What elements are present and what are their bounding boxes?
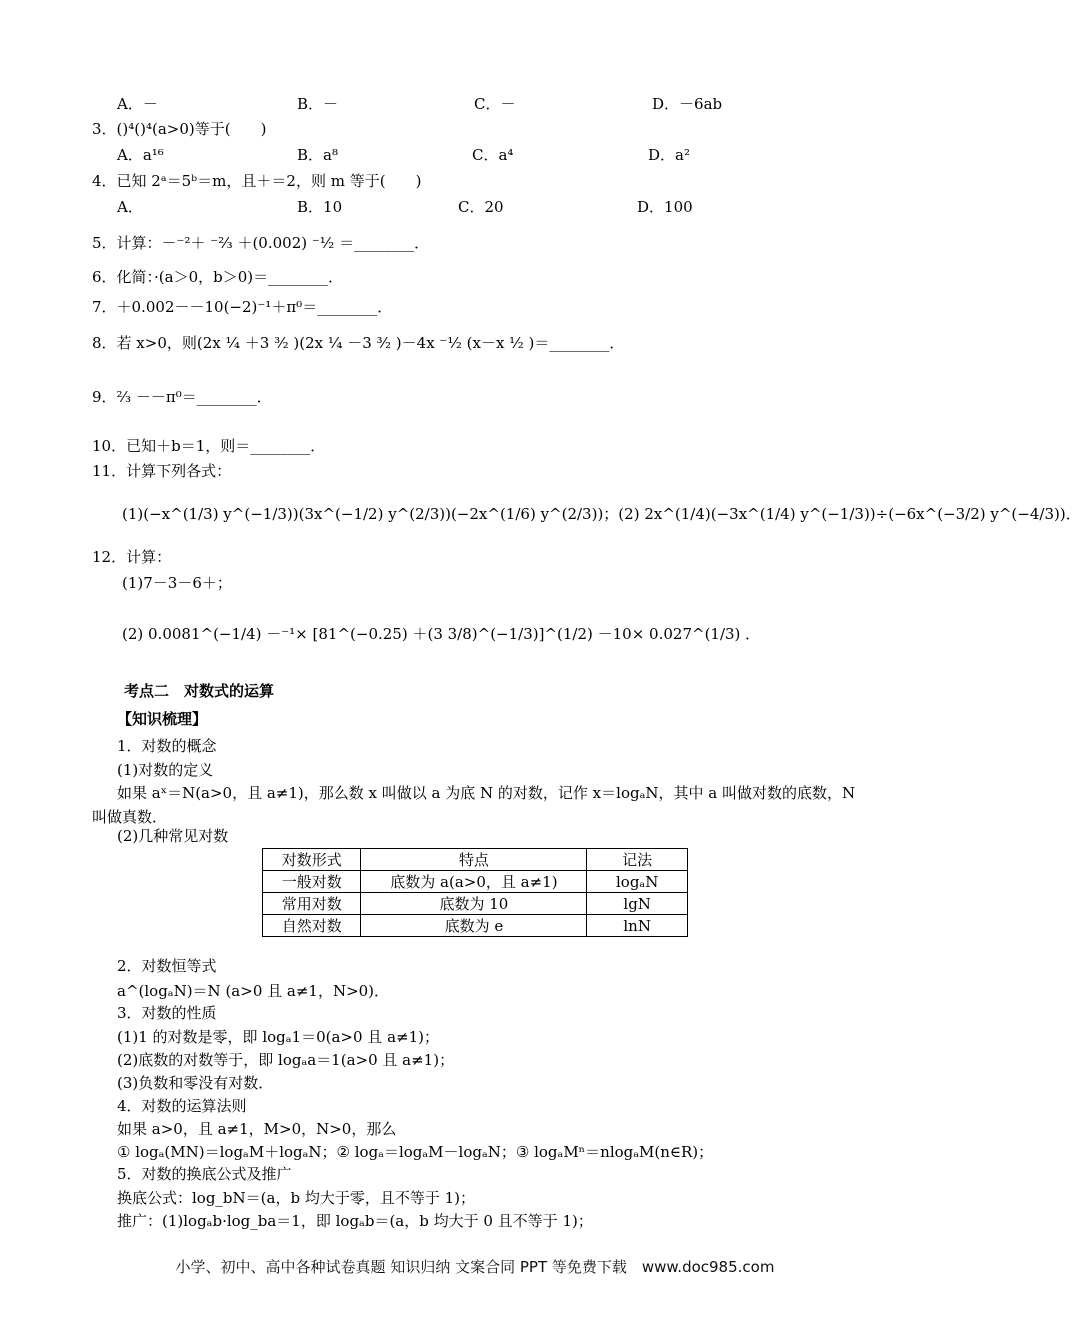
table-row bbox=[263, 871, 688, 893]
q8: 8．若 x>0，则(2x ¹⁄₄ ＋3 ³⁄₂ )(2x ¹⁄₄ －3 ³⁄₂ )－4x ⁻¹⁄₂ (x－x ¹⁄₂ )＝________． bbox=[92, 334, 625, 352]
property-2: (2)底数的对数等于，即 logₐa＝1(a>0 且 a≠1)； bbox=[117, 1051, 455, 1069]
table-header-cell: 特点 bbox=[361, 849, 587, 871]
q5: 5．计算：－⁻²＋ ⁻²⁄₃ ＋(0.002) ⁻¹⁄₂ ＝________． bbox=[92, 234, 430, 252]
log-types-table bbox=[262, 848, 688, 937]
heading-log-identity: 2．对数恒等式 bbox=[117, 957, 217, 975]
q9: 9．²⁄₃ －－π⁰＝________． bbox=[92, 388, 272, 406]
heading-log-definition: (1)对数的定义 bbox=[117, 761, 214, 779]
log-identity: a^(logₐN)＝N (a>0 且 a≠1，N>0)． bbox=[117, 982, 390, 1000]
heading-common-logs: (2)几种常见对数 bbox=[117, 827, 229, 845]
q2-option-b: B．－ bbox=[297, 95, 339, 113]
table-cell: 一般对数 bbox=[263, 871, 361, 893]
heading-log-properties: 3．对数的性质 bbox=[117, 1004, 217, 1022]
q11-stem: 11．计算下列各式： bbox=[92, 462, 232, 480]
q6: 6．化简：·(a＞0，b＞0)＝________． bbox=[92, 268, 344, 286]
change-of-base-formula: 换底公式：log_bN＝(a，b 均大于零，且不等于 1)； bbox=[117, 1189, 475, 1207]
q2-option-a: A．－ bbox=[117, 95, 158, 113]
q12-part1: (1)7－3－6＋； bbox=[122, 574, 232, 592]
table-row bbox=[263, 915, 688, 937]
rules-condition: 如果 a>0，且 a≠1，M>0，N>0，那么 bbox=[117, 1120, 397, 1138]
q10: 10．已知＋b＝1，则＝________． bbox=[92, 437, 326, 455]
property-1: (1)1 的对数是零，即 logₐ1＝0(a>0 且 a≠1)； bbox=[117, 1028, 439, 1046]
heading-log-concept: 1．对数的概念 bbox=[117, 737, 217, 755]
q3-option-c: C．a⁴ bbox=[472, 146, 514, 164]
q4-option-a: A． bbox=[117, 198, 143, 216]
definition-line-2: 叫做真数． bbox=[92, 808, 168, 826]
table-cell: lgN bbox=[587, 893, 688, 915]
q4-option-c: C．20 bbox=[458, 198, 504, 216]
heading-change-of-base: 5．对数的换底公式及推广 bbox=[117, 1165, 292, 1183]
property-3: (3)负数和零没有对数． bbox=[117, 1074, 274, 1092]
table-header-row bbox=[263, 849, 688, 871]
q7: 7．＋0.002－－10(−2)⁻¹＋π⁰＝________． bbox=[92, 298, 393, 316]
heading-log-rules: 4．对数的运算法则 bbox=[117, 1097, 247, 1115]
table-cell: logₐN bbox=[587, 871, 688, 893]
q3-option-a: A．a¹⁶ bbox=[117, 146, 164, 164]
table-header-cell: 记法 bbox=[587, 849, 688, 871]
table-cell: lnN bbox=[587, 915, 688, 937]
q4-option-d: D．100 bbox=[637, 198, 693, 216]
table-header-cell: 对数形式 bbox=[263, 849, 361, 871]
definition-line-1: 如果 aˣ＝N(a>0，且 a≠1)，那么数 x 叫做以 a 为底 N 的对数，记作 x＝logₐN，其中 a 叫做对数的底数，N bbox=[117, 784, 856, 802]
q11-expression: (1)(−x^(1/3) y^(−1/3))(3x^(−1/2) y^(2/3))(−2x^(1/6) y^(2/3))；(2) 2x^(1/4)(−3x^(1/4) y^(−1/3))÷(−6x^(−3/2) y^(−4/3))． bbox=[122, 505, 1081, 523]
change-of-base-extension: 推广：(1)logₐb·log_ba＝1，即 logₐb＝(a，b 均大于 0 且不等于 1)； bbox=[117, 1212, 593, 1230]
q12-stem: 12．计算： bbox=[92, 548, 172, 566]
q3-option-d: D．a² bbox=[648, 146, 690, 164]
q2-option-c: C．－ bbox=[474, 95, 516, 113]
q4-option-b: B．10 bbox=[297, 198, 343, 216]
q3-option-b: B．a⁸ bbox=[297, 146, 338, 164]
q2-option-d: D．－6ab bbox=[652, 95, 723, 113]
table-cell: 底数为 e bbox=[361, 915, 587, 937]
page-footer: 小学、初中、高中各种试卷真题 知识归纳 文案合同 PPT 等免费下载 www.doc985.com bbox=[175, 1258, 775, 1276]
q12-part2: (2) 0.0081^(−1/4) －⁻¹× [81^(−0.25) ＋(3 3/8)^(−1/3)]^(1/2) －10× 0.027^(1/3) ． bbox=[122, 625, 761, 643]
rules-formulas: ① logₐ(MN)＝logₐM＋logₐN；② logₐ＝logₐM－logₐN；③ logₐMⁿ＝nlogₐM(n∈R)； bbox=[117, 1143, 714, 1161]
q4-stem: 4．已知 2ᵃ＝5ᵇ＝m，且＋＝2，则 m 等于( ) bbox=[92, 172, 422, 190]
table-cell: 底数为 10 bbox=[361, 893, 587, 915]
section-title: 考点二 对数式的运算 bbox=[124, 682, 275, 700]
section-subtitle: 【知识梳理】 bbox=[117, 710, 208, 728]
table-row bbox=[263, 893, 688, 915]
table-cell: 常用对数 bbox=[263, 893, 361, 915]
table-cell: 自然对数 bbox=[263, 915, 361, 937]
q3-stem: 3．()⁴()⁴(a>0)等于( ) bbox=[92, 120, 267, 138]
table-cell: 底数为 a(a>0，且 a≠1) bbox=[361, 871, 587, 893]
